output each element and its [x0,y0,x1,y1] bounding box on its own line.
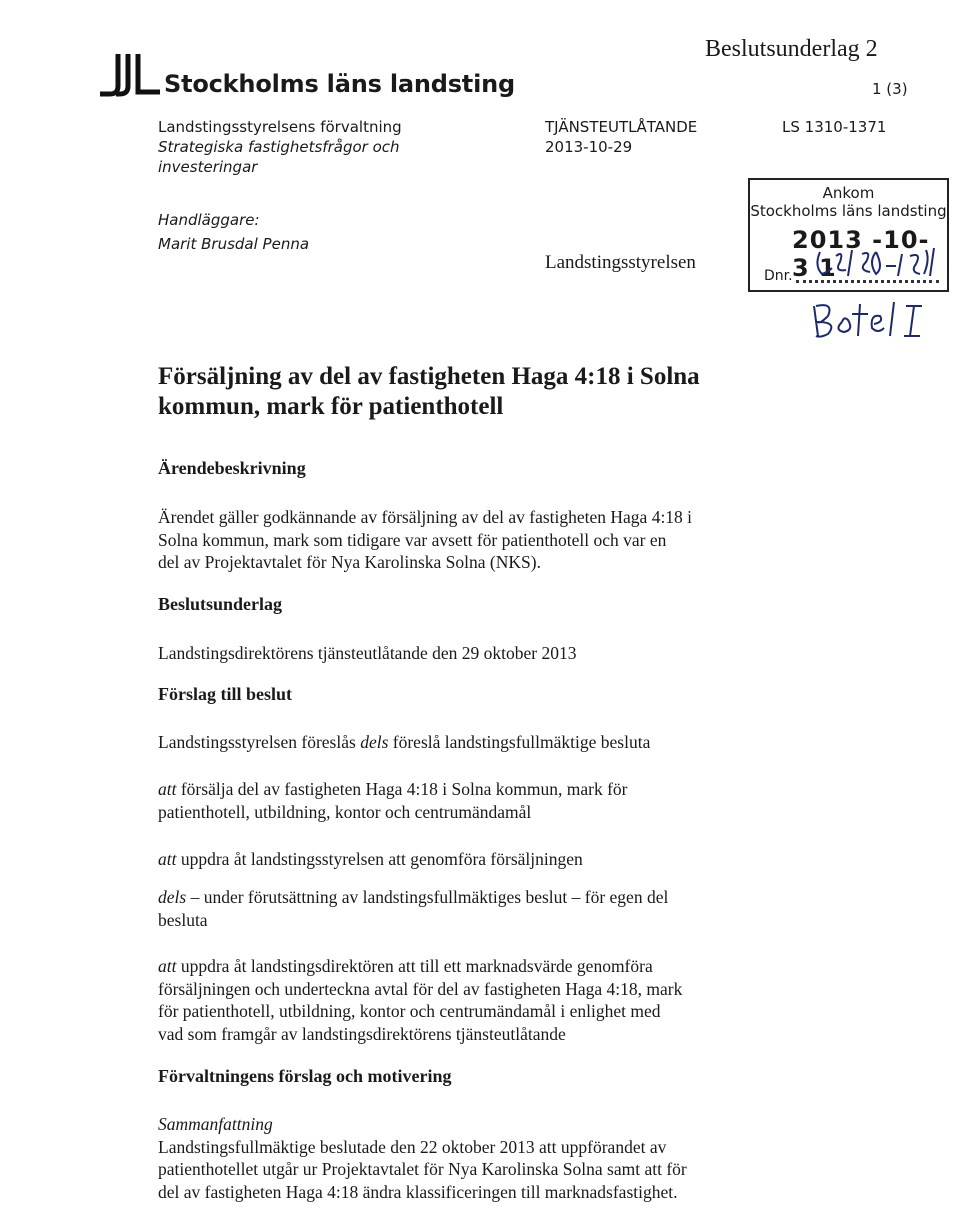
org-unit-line1: Strategiska fastighetsfrågor och [158,138,400,156]
handler-name: Marit Brusdal Penna [158,235,310,253]
forslag-item3 [158,955,778,1045]
intro-text-a: Landstingsstyrelsen föreslås [158,732,361,752]
item1-line1: försälja del av fastigheten Haga 4:18 i Solna kommun, mark för [176,779,628,799]
logo-text: Stockholms läns landsting [164,70,515,98]
motivering-line1: Landstingsfullmäktige beslutade den 22 oktober 2013 att uppförandet av [158,1136,667,1157]
beslutsunderlag-text: Landstingsdirektörens tjänsteutlåtande den 29 oktober 2013 [158,643,577,663]
document-kind-block [545,117,697,157]
heading-beslutsunderlag: Beslutsunderlag [158,594,283,614]
item3-line1: uppdra åt landstingsdirektören att till ett marknadsvärde genomföra [176,956,653,976]
item2-text: uppdra åt landstingsstyrelsen att genomföra försäljningen [176,849,583,869]
org-unit-line2: investeringar [158,158,258,176]
att-keyword: att [158,779,177,799]
stamp-date: 2013 -10- 3 1 [792,226,930,282]
case-number: LS 1310-1371 [782,118,887,136]
heading-motivering: Förvaltningens förslag och motivering [158,1066,452,1086]
title-line1: Försäljning av del av fastigheten Haga 4:18 i Solna [158,363,700,390]
motivering-line3: del av fastigheten Haga 4:18 ändra klassificeringen till marknadsfastighet. [158,1181,678,1202]
doc-type-label: Beslutsunderlag 2 [705,36,878,62]
item3-line4: vad som framgår av landstingsdirektörens tjänsteutlåtande [158,1023,566,1044]
att-keyword: att [158,956,177,976]
recipient: Landstingsstyrelsen [545,252,696,273]
arende-line1: Ärendet gäller godkännande av försäljning av del av fastigheten Haga 4:18 i [158,507,693,527]
organization-block [158,117,402,177]
stamp-title: Ankom [822,184,875,202]
subheading-sammanfattning: Sammanfattning [158,1114,273,1134]
handwritten-annotation [808,296,928,344]
forslag-item1 [158,778,778,823]
arende-line2: Solna kommun, mark som tidigare var avsett för patienthotell och var en [158,529,667,550]
sll-logo-icon [100,52,160,98]
section-arendebeskrivning [158,506,778,574]
dels-line2: besluta [158,909,208,930]
handler-block [158,210,309,254]
item3-line3: för patienthotell, utbildning, kontor och centrumändamål i enlighet med [158,1001,661,1021]
doc-date: 2013-10-29 [545,138,633,156]
doc-kind: TJÄNSTEUTLÅTANDE [545,118,698,136]
forslag-item2 [158,848,778,871]
heading-forslag-till-beslut: Förslag till beslut [158,684,292,704]
received-stamp [748,178,949,292]
stamp-org: Stockholms läns landsting [750,202,947,220]
item3-line2: försäljningen och underteckna avtal för del av fastigheten Haga 4:18, mark [158,978,683,999]
document-title [158,362,858,422]
page-number: 1 (3) [872,80,908,98]
heading-arendebeskrivning: Ärendebeskrivning [158,458,306,478]
handwritten-dnr [814,242,944,282]
intro-dels: dels [360,732,389,752]
title-line2: kommun, mark för patienthotell [158,393,504,420]
dels-line1: – under förutsättning av landstingsfullmäktiges beslut – för egen del [186,887,669,907]
motivering-line2: patienthotellet utgår ur Projektavtalet för Nya Karolinska Solna samt att för [158,1159,687,1179]
stamp-dnr-label: Dnr. [764,268,793,284]
forslag-intro [158,731,778,754]
section-motivering [158,1113,778,1203]
org-name: Landstingsstyrelsens förvaltning [158,118,402,136]
att-keyword: att [158,849,177,869]
item1-line2: patienthotell, utbildning, kontor och centrumändamål [158,801,532,822]
handler-label: Handläggare: [158,211,260,229]
dels-keyword: dels [158,887,187,907]
arende-line3: del av Projektavtalet för Nya Karolinska Solna (NKS). [158,552,541,572]
forslag-dels [158,886,778,931]
intro-text-b: föreslå landstingsfullmäktige besluta [388,732,651,752]
